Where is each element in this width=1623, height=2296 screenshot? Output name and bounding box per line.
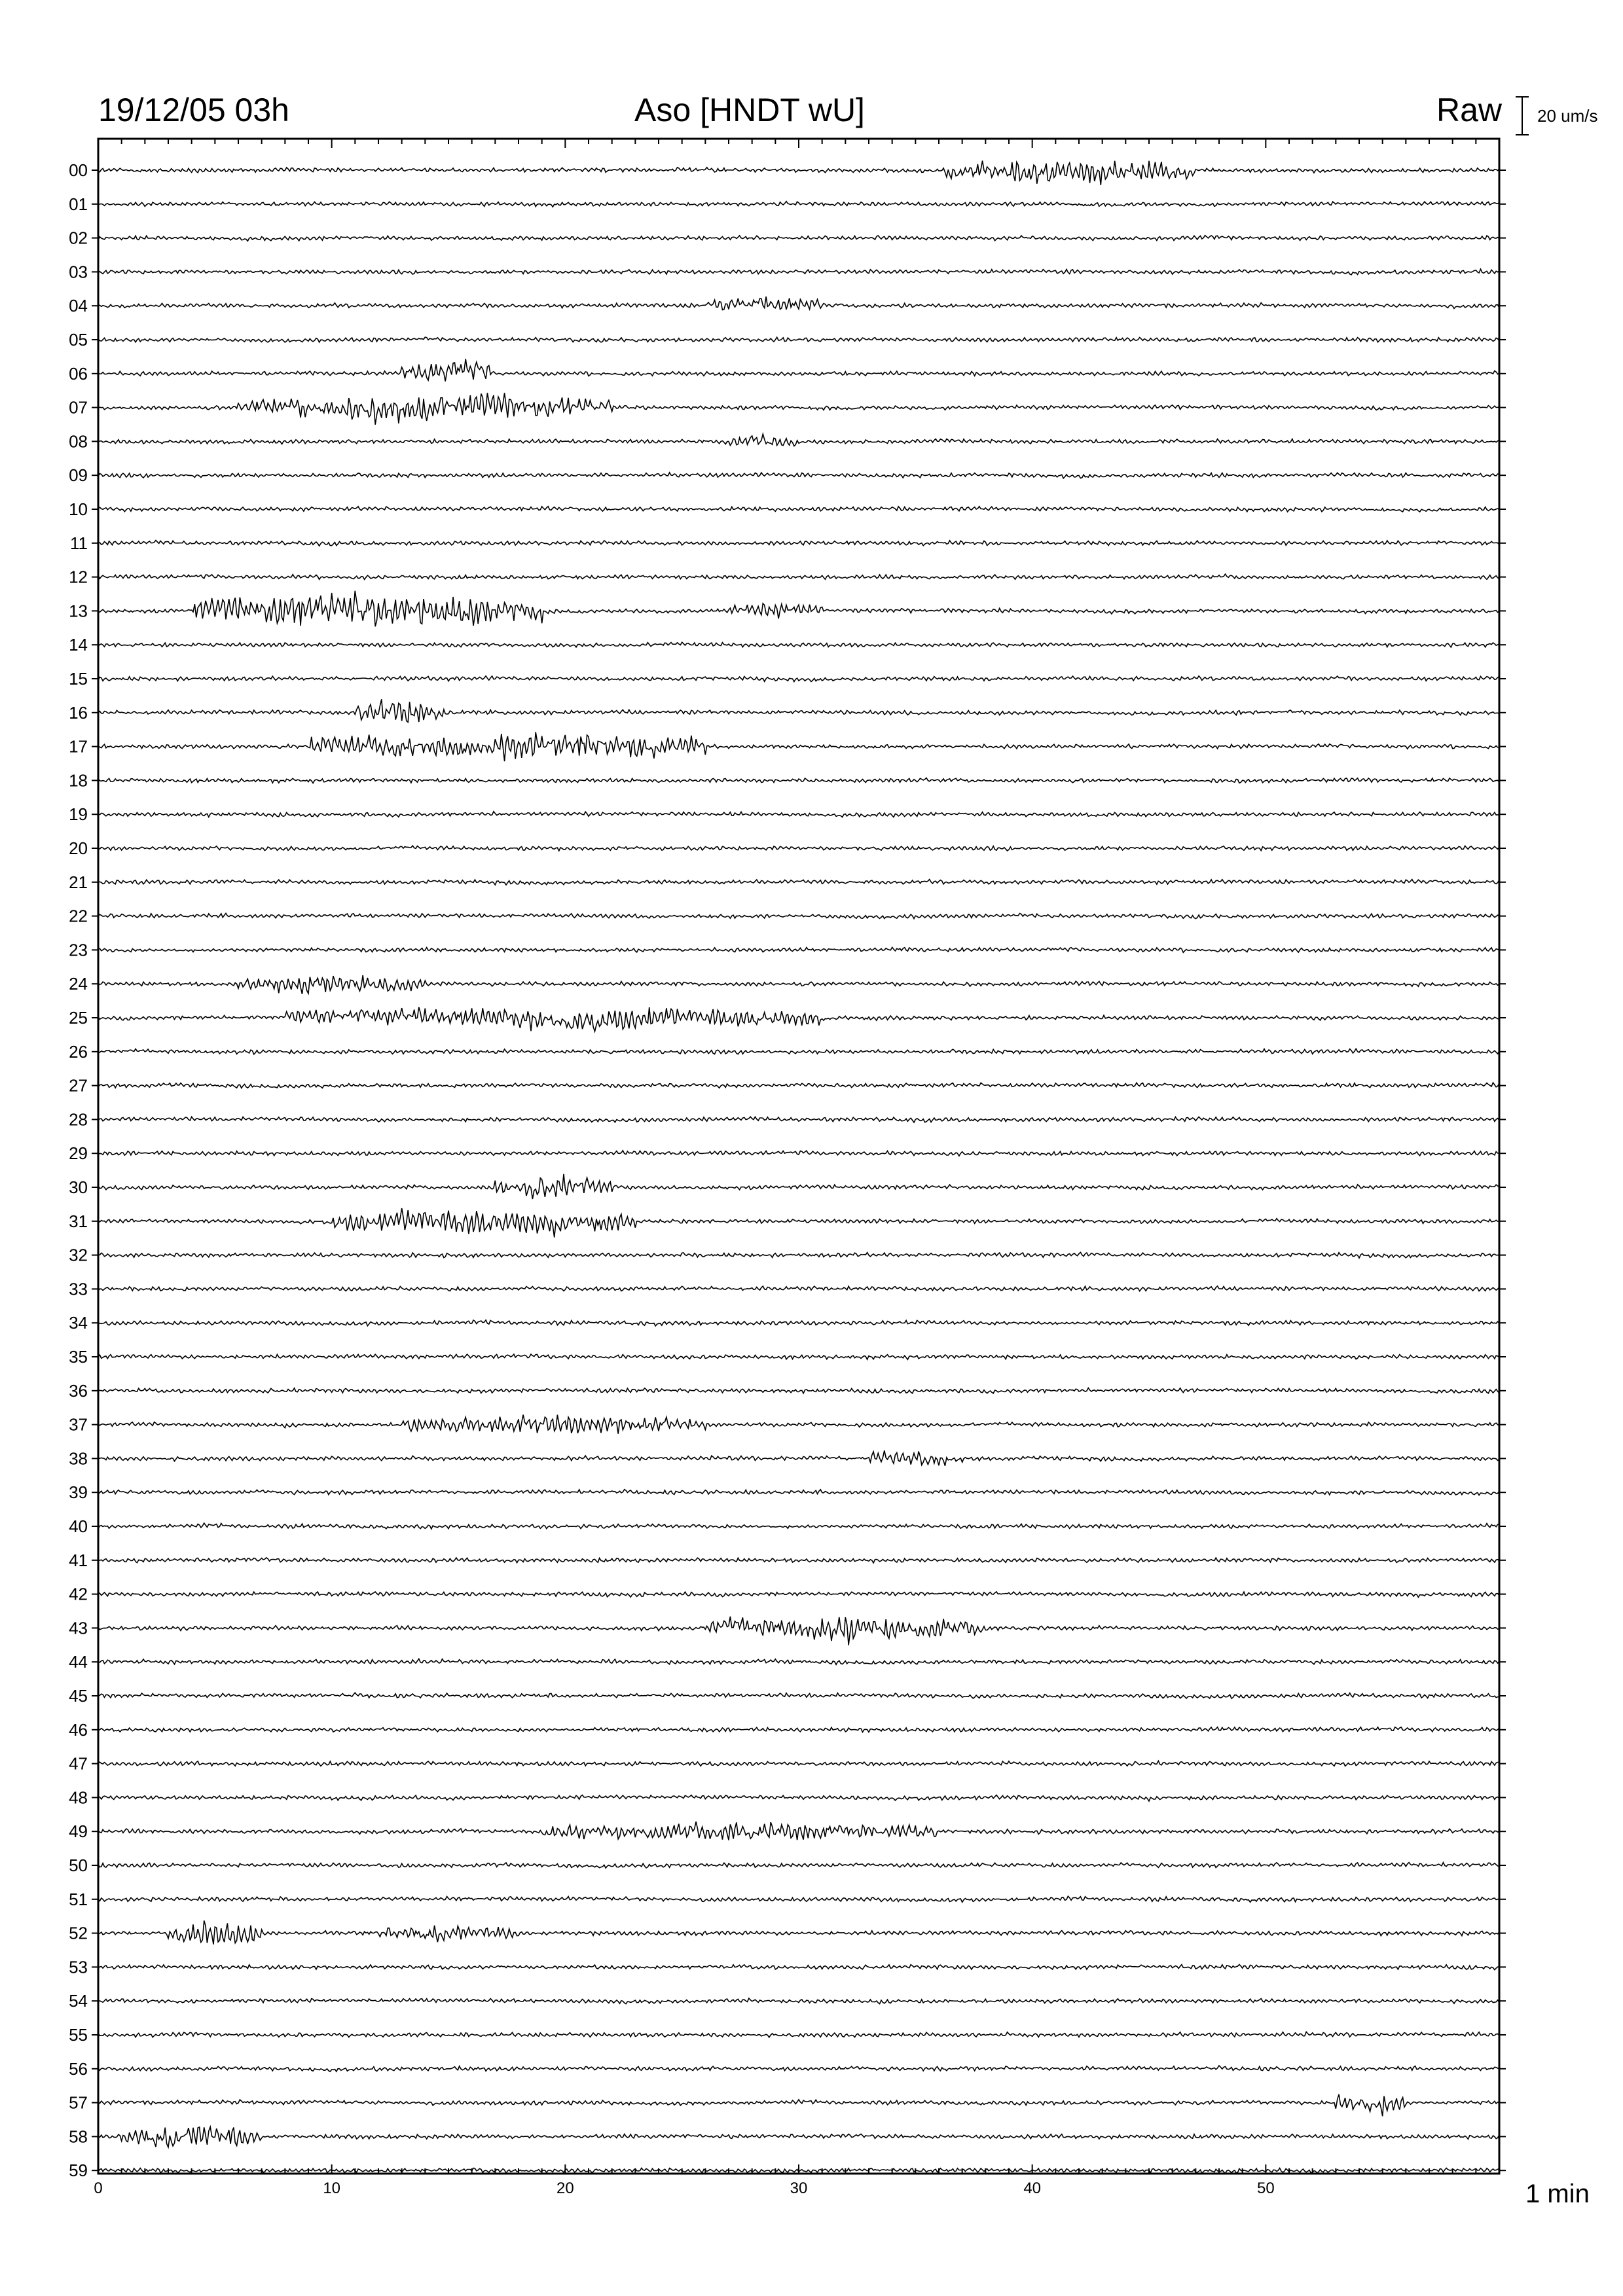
trace-line-53 xyxy=(98,1965,1499,1970)
x-tick-label: 0 xyxy=(94,2179,103,2197)
y-tick-label: 32 xyxy=(69,1245,88,1265)
y-tick-label: 24 xyxy=(69,974,88,994)
y-tick-label: 44 xyxy=(69,1652,88,1672)
trace-line-20 xyxy=(98,846,1499,851)
trace-line-22 xyxy=(98,913,1499,918)
y-tick-label: 28 xyxy=(69,1109,88,1130)
trace-line-11 xyxy=(98,541,1499,547)
y-tick-label: 05 xyxy=(69,330,88,350)
station-title: Aso [HNDT wU] xyxy=(634,92,865,128)
y-tick-label: 33 xyxy=(69,1279,88,1299)
y-tick-label: 35 xyxy=(69,1347,88,1367)
trace-line-17 xyxy=(98,732,1499,762)
trace-line-43 xyxy=(98,1617,1499,1645)
trace-line-10 xyxy=(98,507,1499,512)
y-tick-label: 15 xyxy=(69,669,88,689)
trace-line-23 xyxy=(98,947,1499,952)
trace-line-33 xyxy=(98,1286,1499,1291)
y-tick-label: 50 xyxy=(69,1856,88,1875)
trace-line-48 xyxy=(98,1795,1499,1801)
y-tick-label: 52 xyxy=(69,1923,88,1943)
x-tick-group xyxy=(94,139,1499,2197)
trace-line-54 xyxy=(98,1998,1499,2004)
y-tick-label: 23 xyxy=(69,940,88,960)
trace-line-36 xyxy=(98,1388,1499,1393)
y-tick-label: 45 xyxy=(69,1686,88,1706)
trace-line-24 xyxy=(98,975,1499,994)
mode-title: Raw xyxy=(1436,92,1502,128)
plot-frame xyxy=(98,139,1499,2174)
trace-line-45 xyxy=(98,1693,1499,1698)
trace-line-12 xyxy=(98,574,1499,579)
trace-group xyxy=(98,161,1499,2174)
y-tick-label: 55 xyxy=(69,2025,88,2045)
y-tick-label: 30 xyxy=(69,1177,88,1197)
y-tick-label: 40 xyxy=(69,1516,88,1536)
y-tick-label: 14 xyxy=(69,635,88,655)
trace-line-18 xyxy=(98,778,1499,783)
y-tick-label: 09 xyxy=(69,465,88,486)
y-tick-label: 42 xyxy=(69,1584,88,1604)
y-tick-label: 01 xyxy=(69,194,88,214)
y-tick-label: 20 xyxy=(69,838,88,858)
trace-line-16 xyxy=(98,699,1499,722)
y-tick-label: 27 xyxy=(69,1075,88,1096)
y-tick-group xyxy=(69,160,1506,2180)
trace-line-34 xyxy=(98,1320,1499,1326)
trace-line-55 xyxy=(98,2032,1499,2037)
y-tick-label: 34 xyxy=(69,1313,88,1333)
trace-line-50 xyxy=(98,1863,1499,1869)
y-tick-label: 04 xyxy=(69,296,88,316)
trace-line-05 xyxy=(98,337,1499,342)
y-tick-label: 16 xyxy=(69,702,88,723)
y-tick-label: 13 xyxy=(69,601,88,621)
y-tick-label: 17 xyxy=(69,736,88,757)
y-tick-label: 36 xyxy=(69,1380,88,1401)
scale-bar xyxy=(1516,97,1529,135)
y-tick-label: 43 xyxy=(69,1618,88,1638)
x-tick-label: 20 xyxy=(556,2179,574,2197)
y-tick-label: 54 xyxy=(69,1991,88,2011)
trace-line-14 xyxy=(98,642,1499,647)
scale-bar-label: 20 um/s xyxy=(1537,106,1598,126)
y-tick-label: 00 xyxy=(69,160,88,180)
trace-line-39 xyxy=(98,1490,1499,1496)
trace-line-30 xyxy=(98,1174,1499,1199)
y-tick-label: 53 xyxy=(69,1957,88,1977)
y-tick-label: 03 xyxy=(69,262,88,282)
trace-line-44 xyxy=(98,1659,1499,1665)
trace-line-31 xyxy=(98,1208,1499,1238)
y-tick-label: 19 xyxy=(69,804,88,825)
y-tick-label: 31 xyxy=(69,1211,88,1231)
y-tick-label: 59 xyxy=(69,2161,88,2181)
trace-line-51 xyxy=(98,1896,1499,1902)
trace-line-32 xyxy=(98,1252,1499,1258)
trace-line-28 xyxy=(98,1117,1499,1122)
y-tick-label: 07 xyxy=(69,397,88,418)
trace-line-47 xyxy=(98,1761,1499,1766)
trace-line-42 xyxy=(98,1592,1499,1598)
trace-line-21 xyxy=(98,880,1499,886)
y-tick-label: 29 xyxy=(69,1143,88,1164)
trace-line-35 xyxy=(98,1354,1499,1359)
trace-line-57 xyxy=(98,2094,1499,2116)
trace-line-03 xyxy=(98,269,1499,275)
trace-line-26 xyxy=(98,1049,1499,1054)
x-tick-label: 10 xyxy=(323,2179,341,2197)
trace-line-02 xyxy=(98,236,1499,242)
y-tick-label: 46 xyxy=(69,1719,88,1740)
trace-line-19 xyxy=(98,812,1499,817)
trace-line-41 xyxy=(98,1558,1499,1563)
trace-line-40 xyxy=(98,1523,1499,1529)
x-tick-label: 30 xyxy=(790,2179,808,2197)
y-tick-label: 58 xyxy=(69,2126,88,2147)
timestamp-title: 19/12/05 03h xyxy=(98,92,289,128)
trace-line-25 xyxy=(98,1007,1499,1031)
trace-line-52 xyxy=(98,1920,1499,1944)
y-tick-label: 39 xyxy=(69,1482,88,1503)
y-tick-label: 47 xyxy=(69,1753,88,1774)
y-tick-label: 48 xyxy=(69,1787,88,1808)
y-tick-label: 41 xyxy=(69,1550,88,1570)
trace-line-09 xyxy=(98,473,1499,478)
trace-line-01 xyxy=(98,202,1499,207)
trace-line-56 xyxy=(98,2066,1499,2072)
x-unit-label: 1 min xyxy=(1525,2179,1590,2208)
y-tick-label: 37 xyxy=(69,1414,88,1435)
trace-line-29 xyxy=(98,1151,1499,1156)
y-tick-label: 57 xyxy=(69,2092,88,2113)
trace-line-49 xyxy=(98,1821,1499,1840)
trace-line-37 xyxy=(98,1415,1499,1434)
x-tick-label: 50 xyxy=(1256,2179,1275,2197)
y-tick-label: 25 xyxy=(69,1008,88,1028)
y-tick-label: 18 xyxy=(69,770,88,791)
trace-line-04 xyxy=(98,296,1499,310)
trace-line-58 xyxy=(98,2127,1499,2147)
x-tick-label: 40 xyxy=(1023,2179,1042,2197)
y-tick-label: 49 xyxy=(69,1821,88,1842)
y-tick-label: 10 xyxy=(69,499,88,519)
trace-line-46 xyxy=(98,1727,1499,1732)
y-tick-label: 06 xyxy=(69,363,88,384)
trace-line-00 xyxy=(98,161,1499,185)
y-tick-label: 51 xyxy=(69,1889,88,1909)
y-tick-label: 38 xyxy=(69,1448,88,1469)
trace-line-27 xyxy=(98,1083,1499,1088)
y-tick-label: 11 xyxy=(70,533,88,553)
trace-line-07 xyxy=(98,393,1499,425)
trace-line-13 xyxy=(98,591,1499,627)
trace-line-08 xyxy=(98,434,1499,446)
y-tick-label: 02 xyxy=(69,228,88,248)
y-tick-label: 56 xyxy=(69,2058,88,2079)
trace-line-38 xyxy=(98,1450,1499,1465)
trace-line-06 xyxy=(98,359,1499,381)
y-tick-label: 08 xyxy=(69,431,88,452)
y-tick-label: 26 xyxy=(69,1041,88,1062)
y-tick-label: 12 xyxy=(69,567,88,587)
trace-line-15 xyxy=(98,676,1499,682)
y-tick-label: 21 xyxy=(69,872,88,892)
y-tick-label: 22 xyxy=(69,906,88,926)
